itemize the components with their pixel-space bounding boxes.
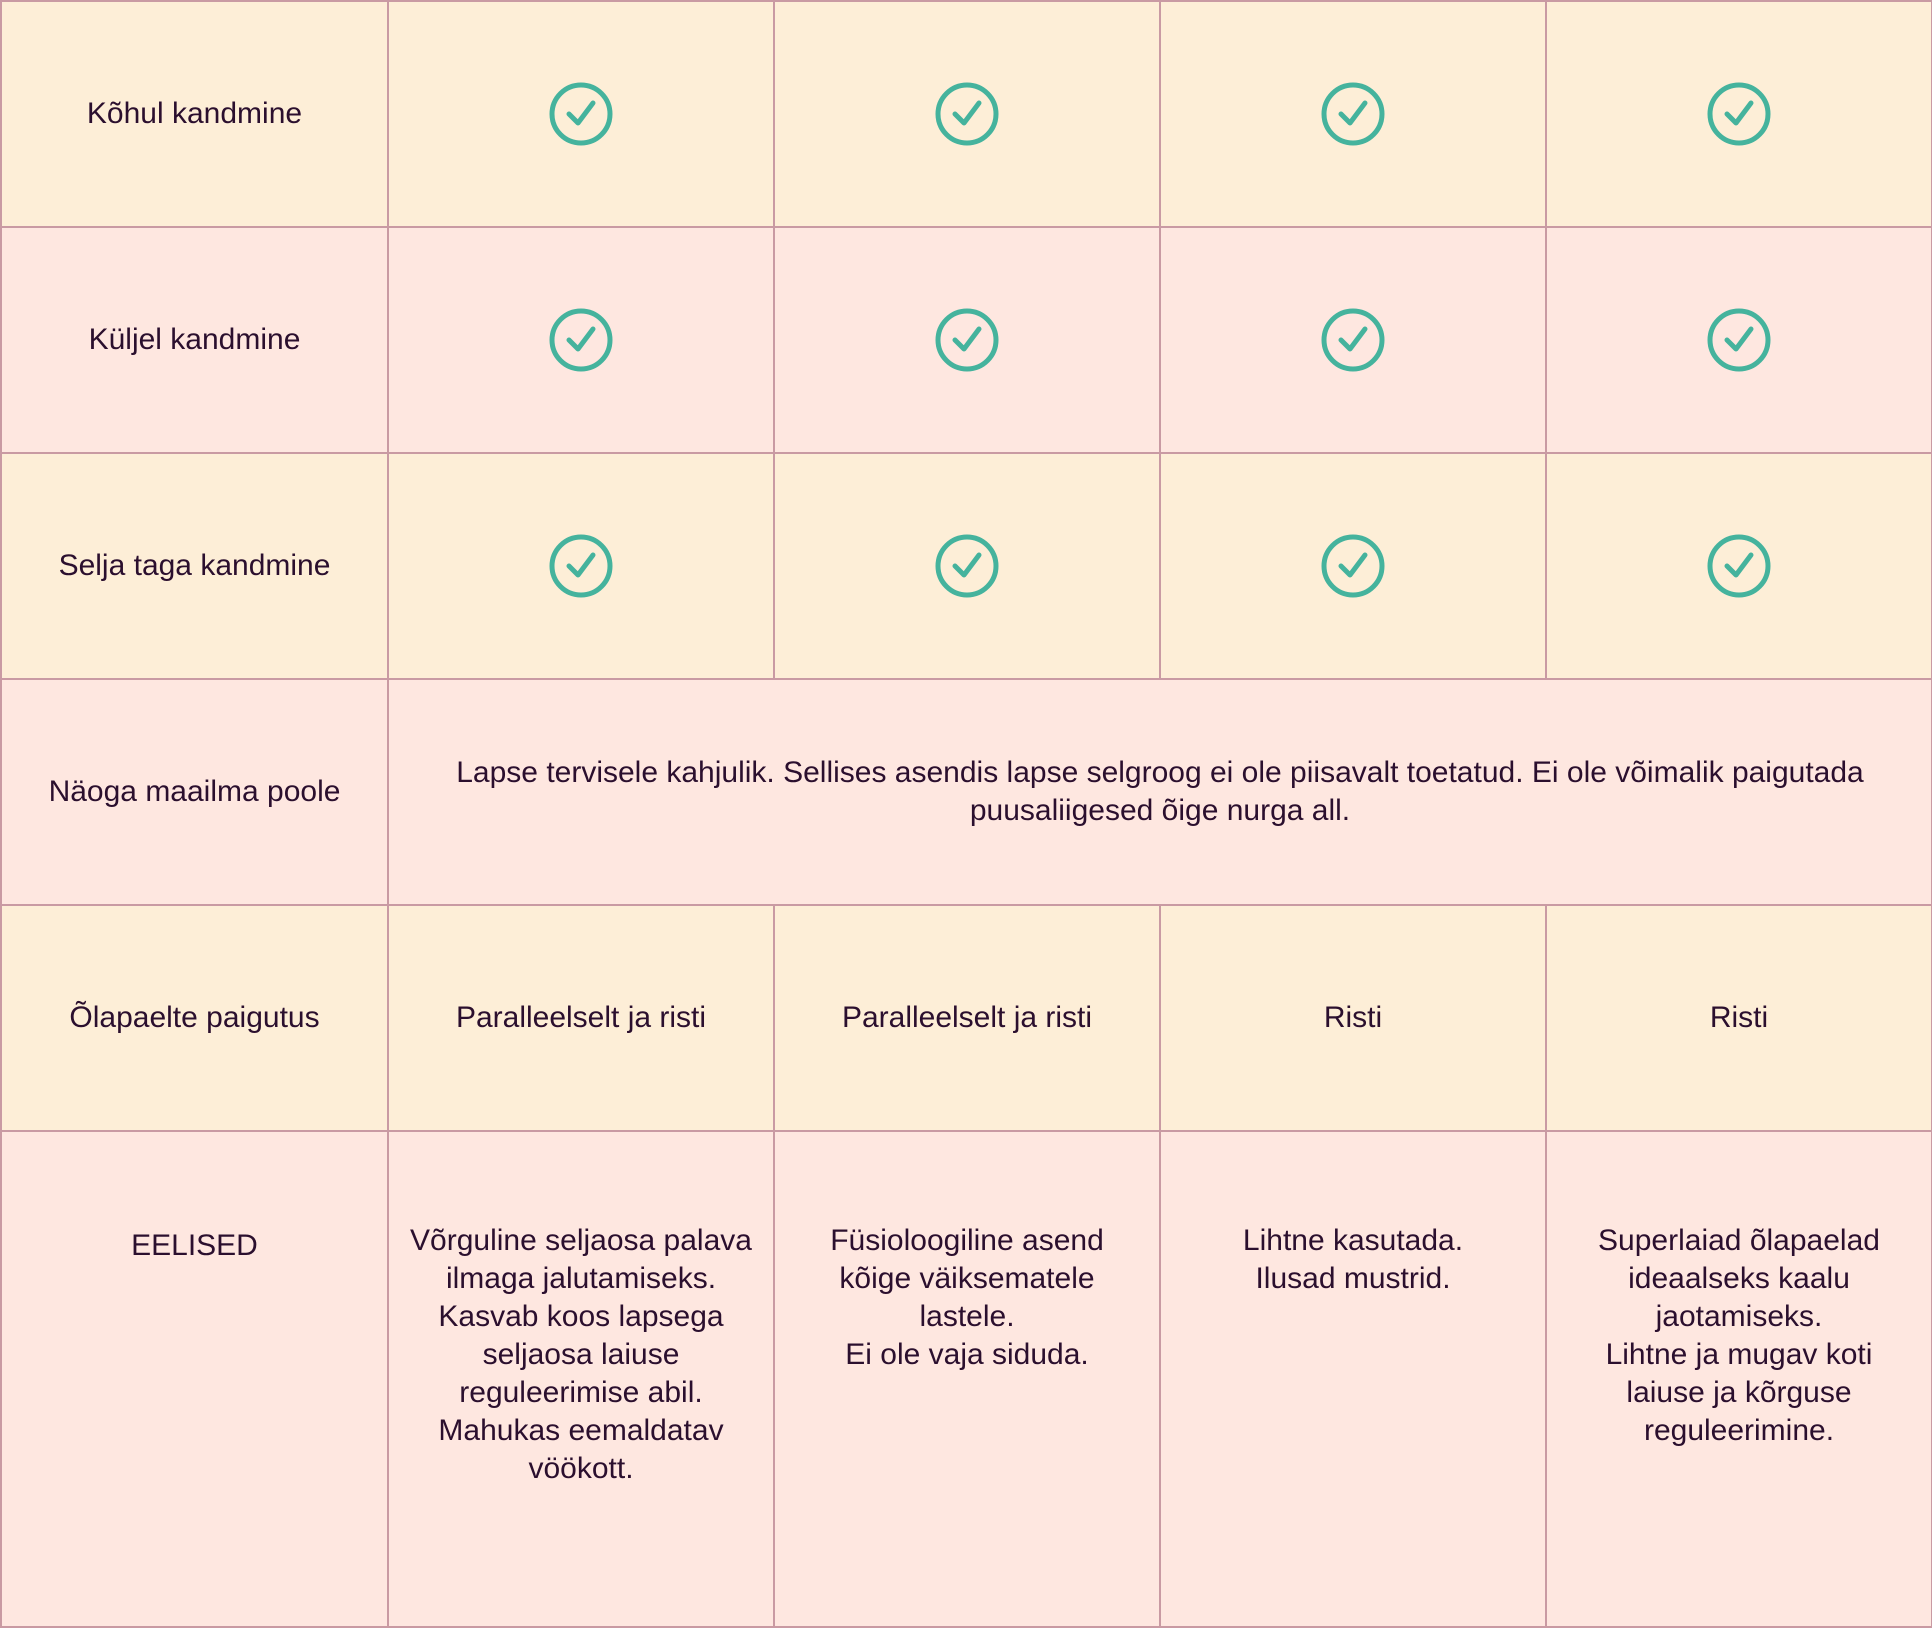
check-circle-icon <box>1706 533 1772 599</box>
check-cell <box>1160 453 1546 679</box>
check-cell <box>1160 227 1546 453</box>
check-cell <box>774 453 1160 679</box>
table-row-facing-out <box>1 679 1932 905</box>
check-cell <box>1546 227 1932 453</box>
check-circle-icon <box>548 307 614 373</box>
row-label: Küljel kandmine <box>1 227 388 453</box>
table-cell: Paralleelselt ja risti <box>388 905 774 1131</box>
table-cell: Risti <box>1160 905 1546 1131</box>
table-row-back-carry <box>1 453 1932 679</box>
check-circle-icon <box>548 81 614 147</box>
check-circle-icon <box>934 307 1000 373</box>
row-label: Õlapaelte paigutus <box>1 905 388 1131</box>
check-circle-icon <box>934 81 1000 147</box>
table-cell: Füsioloogiline asend kõige väiksematele lastele. Ei ole vaja siduda. <box>774 1131 1160 1627</box>
row-label: Näoga maailma poole <box>1 679 388 905</box>
row-label: Selja taga kandmine <box>1 453 388 679</box>
check-cell <box>388 227 774 453</box>
table-cell: Risti <box>1546 905 1932 1131</box>
row-label: EELISED <box>1 1131 388 1627</box>
table-cell: Paralleelselt ja risti <box>774 905 1160 1131</box>
check-circle-icon <box>1706 81 1772 147</box>
check-cell <box>1546 453 1932 679</box>
check-circle-icon <box>1320 81 1386 147</box>
row-label: Kõhul kandmine <box>1 1 388 227</box>
check-circle-icon <box>548 533 614 599</box>
check-cell <box>774 227 1160 453</box>
check-cell <box>388 1 774 227</box>
check-cell <box>774 1 1160 227</box>
check-cell <box>1546 1 1932 227</box>
table-cell: Lihtne kasutada. Ilusad mustrid. <box>1160 1131 1546 1627</box>
merged-warning-cell: Lapse tervisele kahjulik. Sellises asendis lapse selgroog ei ole piisavalt toetatud. Ei ole võimalik paigutada puusaliigesed õige nurga all. <box>388 679 1932 905</box>
table-row-advantages <box>1 1131 1932 1627</box>
check-cell <box>388 453 774 679</box>
check-circle-icon <box>1320 307 1386 373</box>
check-circle-icon <box>1706 307 1772 373</box>
table-row-hip-carry <box>1 227 1932 453</box>
table-cell: Superlaiad õlapaelad ideaalseks kaalu jaotamiseks. Lihtne ja mugav koti laiuse ja kõrguse reguleerimine. <box>1546 1131 1932 1627</box>
table-cell: Võrguline seljaosa palava ilmaga jalutamiseks. Kasvab koos lapsega seljaosa laiuse reguleerimise abil. Mahukas eemaldatav vöökott. <box>388 1131 774 1627</box>
table-row-front-carry <box>1 1 1932 227</box>
check-circle-icon <box>1320 533 1386 599</box>
check-cell <box>1160 1 1546 227</box>
table-row-strap-placement <box>1 905 1932 1131</box>
check-circle-icon <box>934 533 1000 599</box>
